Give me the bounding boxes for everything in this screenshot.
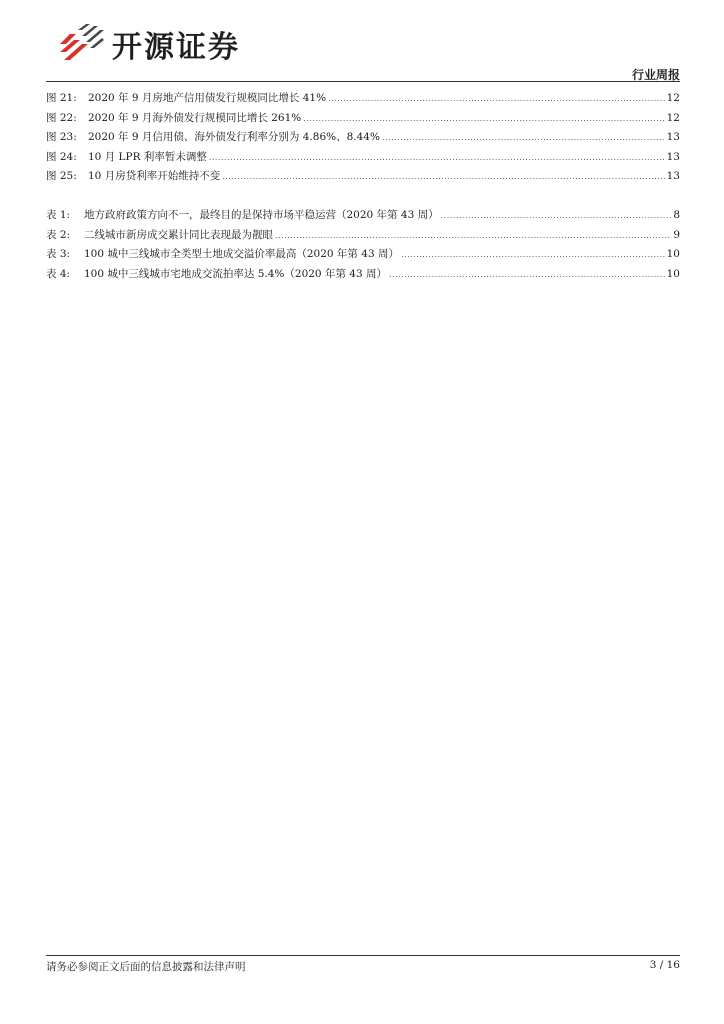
footer-disclaimer: 请务必参阅正文后面的信息披露和法律声明 [46, 961, 246, 973]
toc-item-page: 13 [666, 131, 680, 143]
page-header [46, 18, 680, 82]
toc-item-table-4[interactable] [46, 265, 680, 285]
toc-dot-leader [328, 89, 665, 109]
toc-item-label: 图 24: [46, 150, 77, 163]
toc-item-page: 12 [666, 92, 680, 104]
toc-item-table-1[interactable] [46, 206, 680, 226]
toc-item-page: 13 [666, 170, 680, 182]
toc-item-label: 表 3: [46, 248, 71, 260]
toc-item-title: 100 城中三线城市全类型土地成交溢价率最高（2020 年第 43 周） [84, 248, 399, 260]
toc-item-title: 2020 年 9 月海外债发行规模同比增长 261% [88, 111, 302, 124]
toc-item-label: 表 1: [46, 209, 71, 221]
toc-dot-leader [389, 265, 665, 285]
figures-toc [46, 89, 680, 187]
brand-name: 开源证券 [112, 30, 240, 65]
toc-item-figure-24[interactable] [46, 148, 680, 168]
report-type-label: 行业周报 [631, 68, 680, 82]
toc-item-title: 2020 年 9 月信用债、海外债发行利率分别为 4.86%、8.44% [88, 131, 380, 143]
toc-item-title: 10 月房贷利率开始维持不变 [88, 170, 221, 182]
toc-item-table-2[interactable] [46, 226, 680, 246]
toc-item-label: 图 21: [46, 92, 77, 104]
page-number: 3 / 16 [649, 959, 680, 971]
toc-dot-leader [209, 148, 665, 168]
toc-dot-leader [303, 109, 664, 129]
toc-item-label: 图 25: [46, 170, 77, 182]
toc-dot-leader [275, 226, 671, 246]
footer-divider [46, 955, 680, 956]
toc-item-figure-21[interactable] [46, 89, 680, 109]
toc-item-label: 表 2: [46, 228, 71, 241]
toc-item-title: 10 月 LPR 利率暂未调整 [88, 150, 207, 163]
toc-item-page: 13 [666, 150, 680, 163]
toc-item-title: 二线城市新房成交累计同比表现最为靓眼 [84, 228, 273, 241]
tables-toc [46, 206, 680, 284]
toc-item-page: 8 [673, 209, 680, 221]
brand-logo [56, 22, 240, 66]
toc-dot-leader [401, 245, 665, 265]
toc-item-figure-23[interactable] [46, 128, 680, 148]
header-divider [46, 81, 680, 82]
toc-dot-leader [441, 206, 672, 226]
toc-item-label: 图 23: [46, 131, 77, 143]
toc-item-page: 12 [666, 111, 680, 124]
toc-item-page: 9 [673, 228, 680, 241]
toc-item-figure-25[interactable] [46, 167, 680, 187]
brand-logo-icon [56, 22, 106, 66]
toc-dot-leader [382, 128, 665, 148]
toc-item-table-3[interactable] [46, 245, 680, 265]
toc-item-page: 10 [666, 248, 680, 260]
toc-item-label: 图 22: [46, 111, 77, 124]
toc-item-page: 10 [666, 267, 680, 280]
toc-item-label: 表 4: [46, 267, 71, 280]
toc-item-title: 100 城中三线城市宅地成交流拍率达 5.4%（2020 年第 43 周） [84, 267, 387, 280]
toc-item-figure-22[interactable] [46, 109, 680, 129]
toc-item-title: 地方政府政策方向不一，最终目的是保持市场平稳运营（2020 年第 43 周） [84, 209, 439, 221]
toc-dot-leader [222, 167, 664, 187]
toc-item-title: 2020 年 9 月房地产信用债发行规模同比增长 41% [88, 92, 327, 104]
